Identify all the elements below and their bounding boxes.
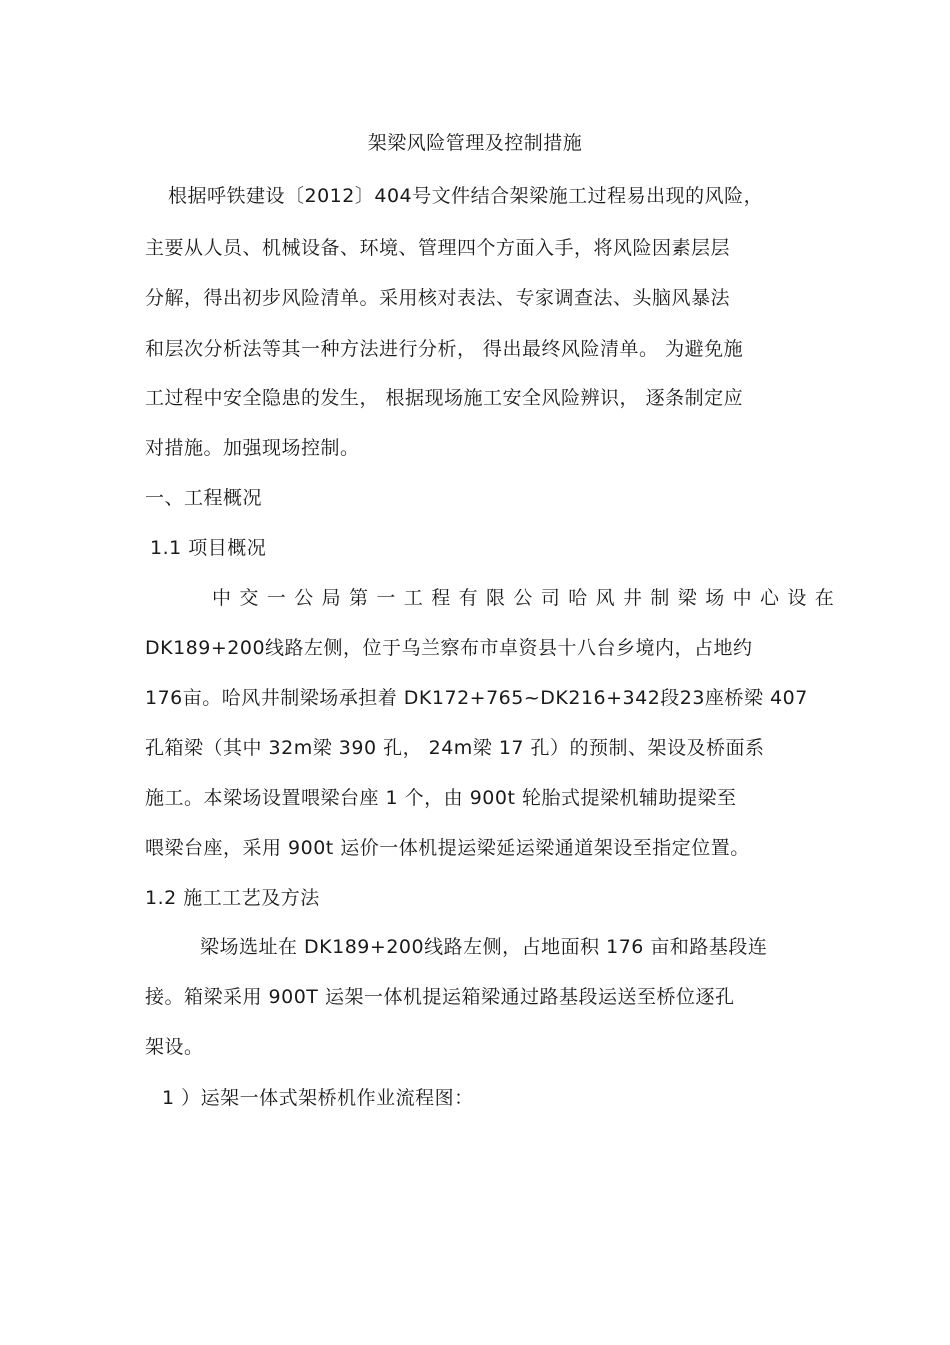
paragraph-line: 施工。本梁场设置喂梁台座 1 个，由 900t 轮胎式提梁机辅助提梁至 — [145, 787, 737, 809]
paragraph-line: 中交一公局第一工程有限公司哈风井制梁场中心设在 — [212, 587, 843, 609]
paragraph-line: 分解，得出初步风险清单。采用核对表法、专家调查法、头脑风暴法 — [145, 287, 731, 309]
paragraph-line: 和层次分析法等其一种方法进行分析， 得出最终风险清单。 为避免施 — [145, 338, 744, 360]
paragraph-line: 梁场选址在 DK189+200线路左侧，占地面积 176 亩和路基段连 — [200, 936, 768, 958]
subsection-heading: 1.2 施工工艺及方法 — [145, 887, 320, 909]
document-title: 架梁风险管理及控制措施 — [367, 132, 583, 154]
paragraph-line: 主要从人员、机械设备、环境、管理四个方面入手，将风险因素层层 — [145, 237, 731, 259]
paragraph-line: 工过程中安全隐患的发生， 根据现场施工安全风险辨识， 逐条制定应 — [145, 387, 744, 409]
paragraph-line: 对措施。加强现场控制。 — [145, 437, 360, 459]
paragraph-line: 喂梁台座，采用 900t 运价一体机提运梁延运梁通道架设至指定位置。 — [145, 837, 750, 859]
subsection-heading: 1.1 项目概况 — [150, 537, 267, 559]
list-item: 1 ）运架一体式架桥机作业流程图： — [162, 1087, 474, 1109]
paragraph-line: 孔箱梁（其中 32m梁 390 孔， 24m梁 17 孔）的预制、架设及桥面系 — [145, 737, 765, 759]
paragraph-line: 176亩。哈风井制梁场承担着 DK172+765~DK216+342段23座桥梁 407 — [145, 687, 808, 709]
paragraph-line: 根据呼铁建设〔2012〕404号文件结合架梁施工过程易出现的风险， — [168, 185, 764, 207]
paragraph-line: DK189+200线路左侧，位于乌兰察布市卓资县十八台乡境内，占地约 — [145, 637, 753, 659]
paragraph-line: 架设。 — [145, 1036, 204, 1058]
section-heading: 一、工程概况 — [145, 487, 263, 509]
paragraph-line: 接。箱梁采用 900T 运架一体机提运箱梁通过路基段运送至桥位逐孔 — [145, 986, 735, 1008]
